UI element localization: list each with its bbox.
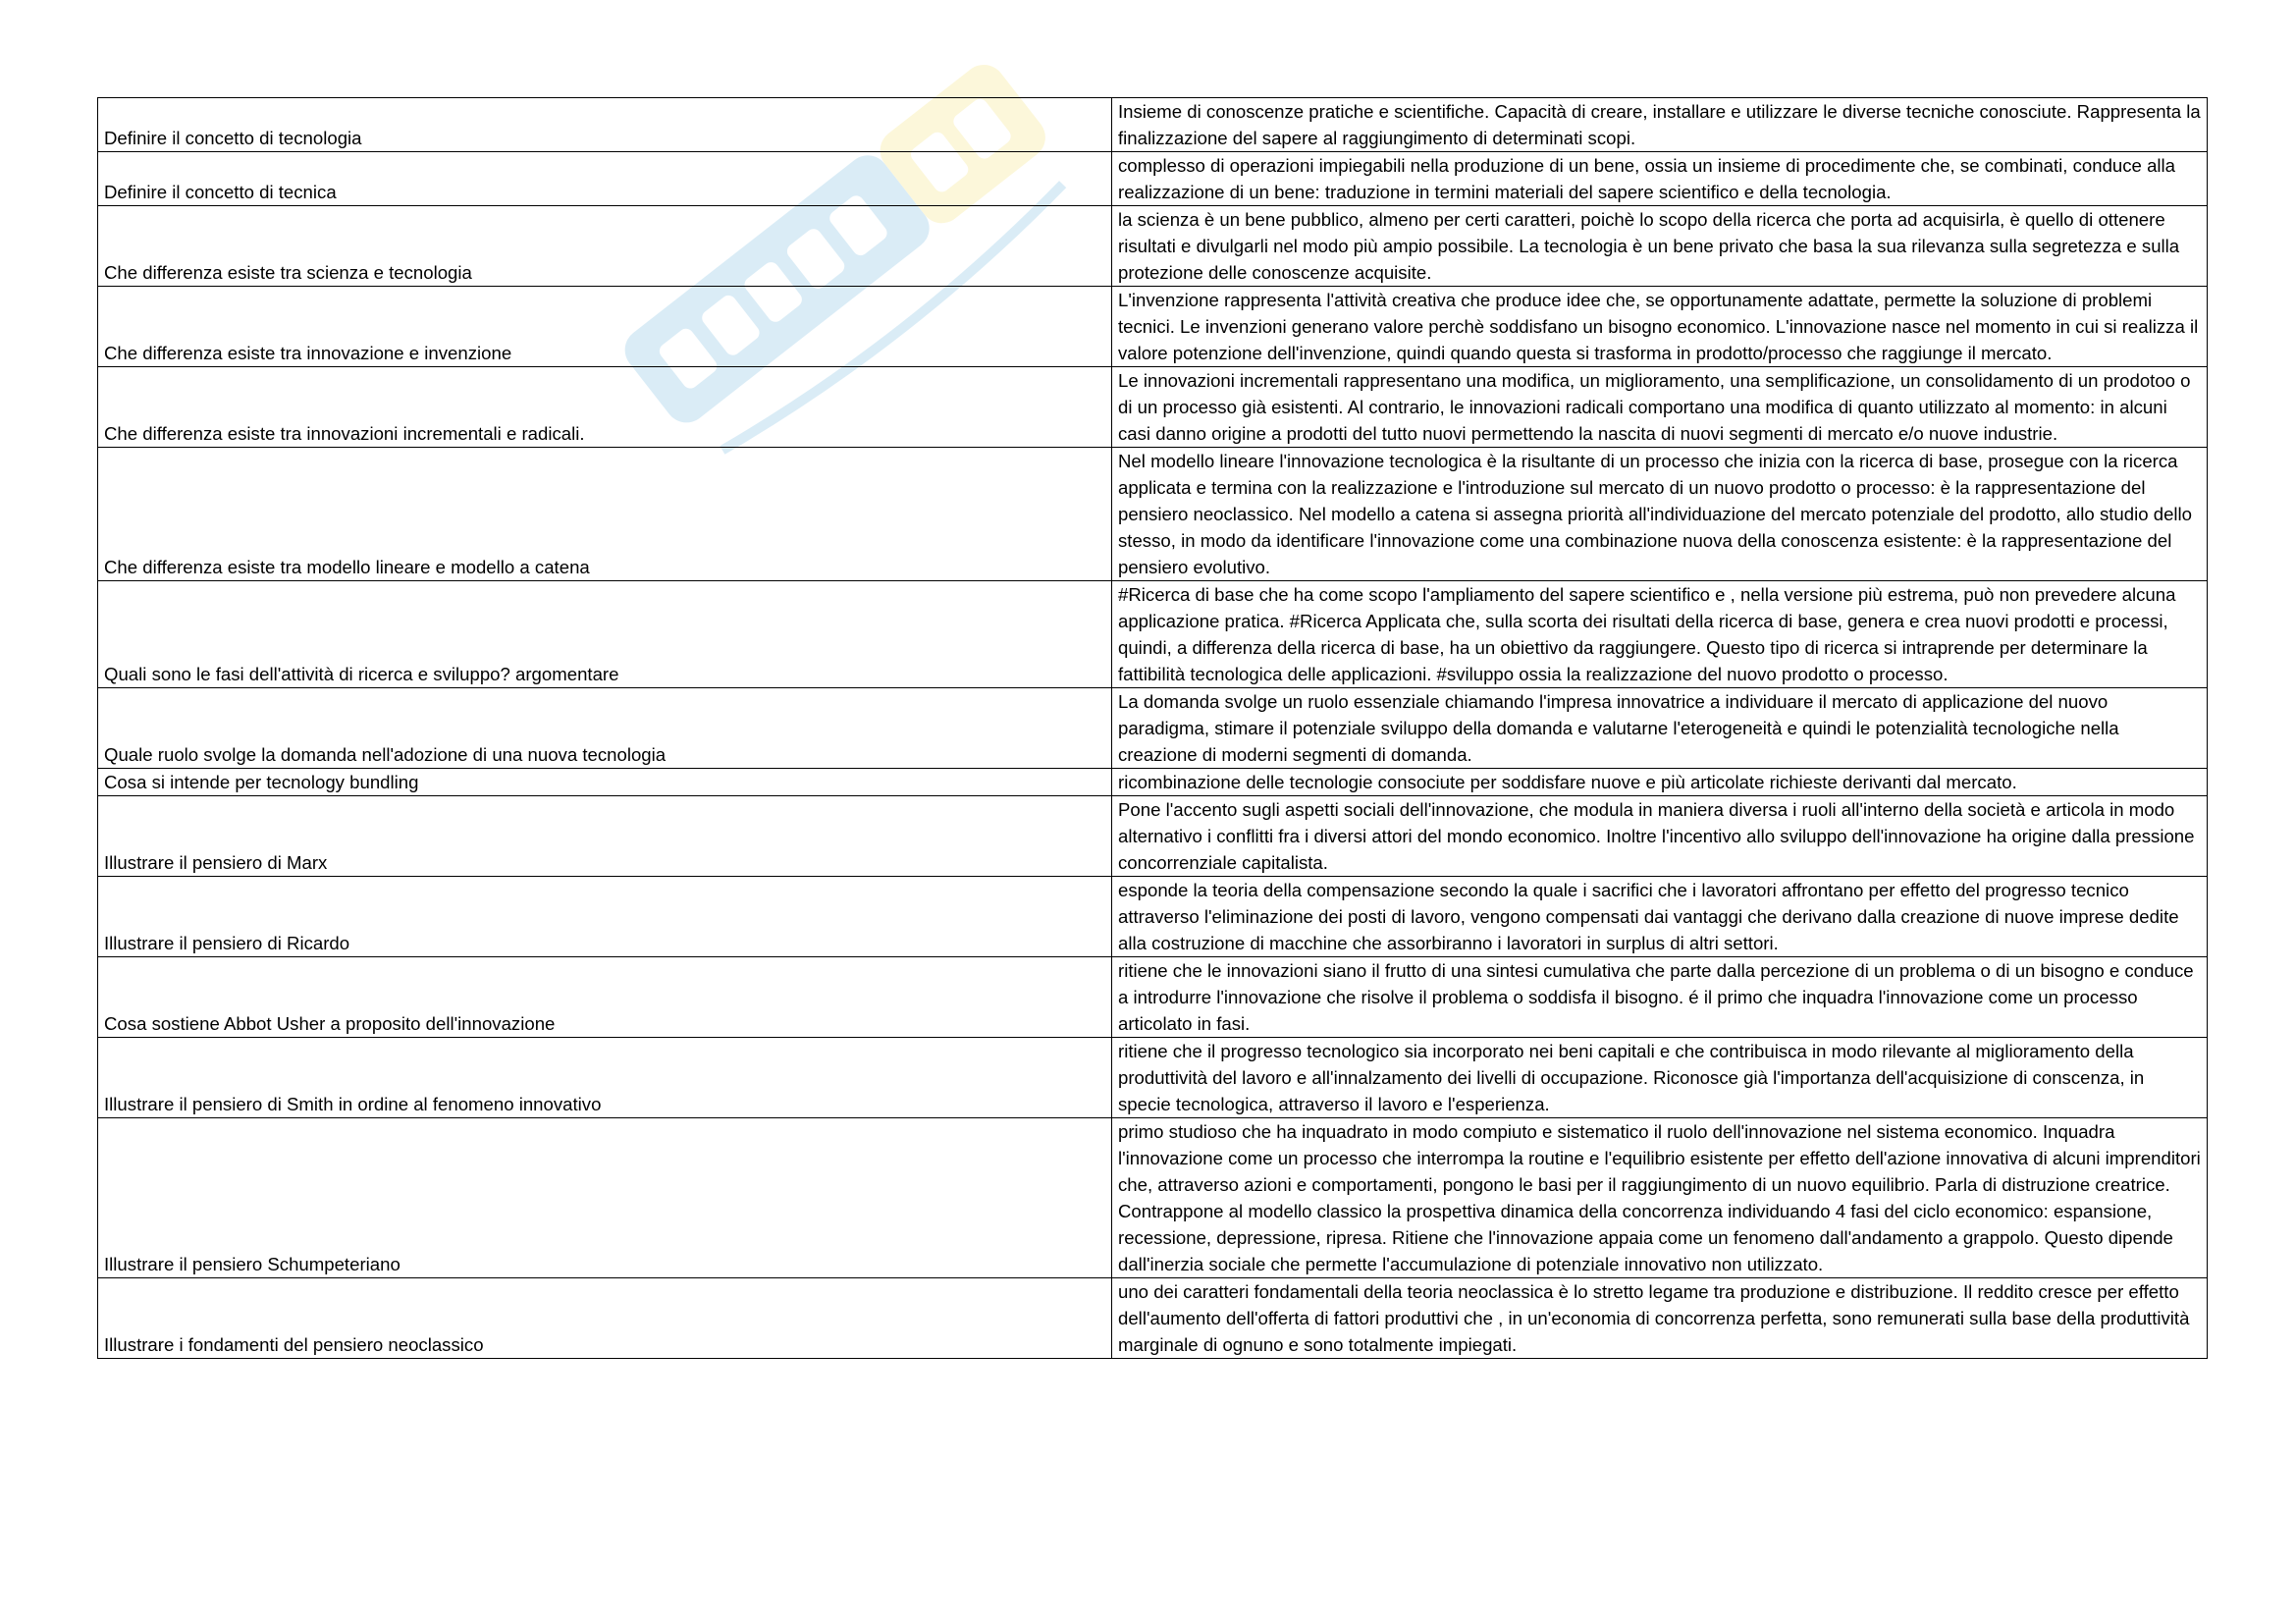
answer-cell: Nel modello lineare l'innovazione tecnologica è la risultante di un processo che inizia con la ricerca di base, prosegue con la ricerca applicata e termina con la realizzazione e l'introduzione sul mercato di un nuovo prodotto o processo: è la rappresentazione del pensiero neoclassico. Nel modello a catena si assegna priorità all'individuazione del mercato potenziale del prodotto, allo studio dello stesso, in modo da identificare l'innovazione come una combinazione nuova della conoscenza esistente: è la rappresentazione del pensiero evolutivo. (1112, 448, 2208, 581)
table-row (98, 877, 2208, 957)
question-cell: Quale ruolo svolge la domanda nell'adozione di una nuova tecnologia (98, 688, 1112, 769)
question-cell: Che differenza esiste tra scienza e tecnologia (98, 206, 1112, 287)
answer-cell: complesso di operazioni impiegabili nella produzione di un bene, ossia un insieme di procedimente che, se combinati, conduce alla realizzazione di un bene: traduzione in termini materiali del sapere scientifico e della tecnologia. (1112, 152, 2208, 206)
question-cell: Definire il concetto di tecnica (98, 152, 1112, 206)
table-row (98, 769, 2208, 796)
answer-cell: la scienza è un bene pubblico, almeno per certi caratteri, poichè lo scopo della ricerca che porta ad acquisirla, è quello di ottenere risultati e divulgarli nel modo più ampio possibile. La tecnologia è un bene privato che basa la sua rilevanza sulla segretezza e sulla protezione delle conoscenze acquisite. (1112, 206, 2208, 287)
question-cell: Che differenza esiste tra innovazione e invenzione (98, 287, 1112, 367)
answer-cell: uno dei caratteri fondamentali della teoria neoclassica è lo stretto legame tra produzione e distribuzione. Il reddito cresce per effetto dell'aumento dell'offerta di fattori produttivi che , in un'economia di concorrenza perfetta, sono remunerati sulla base della produttività marginale di ognuno e sono totalmente impiegati. (1112, 1278, 2208, 1359)
question-cell: Cosa si intende per tecnology bundling (98, 769, 1112, 796)
table-row (98, 98, 2208, 152)
table-row (98, 448, 2208, 581)
answer-cell: ricombinazione delle tecnologie consociute per soddisfare nuove e più articolate richieste derivanti dal mercato. (1112, 769, 2208, 796)
answer-cell: #Ricerca di base che ha come scopo l'ampliamento del sapere scientifico e , nella versione più estrema, può non prevedere alcuna applicazione pratica. #Ricerca Applicata che, sulla scorta dei risultati della ricerca di base, genera e crea nuovi prodotti e processi, quindi, a differenza della ricerca di base, ha un obiettivo da raggiungere. Questo tipo di ricerca si intraprende per determinare la fattibilità tecnologica delle applicazioni. #sviluppo ossia la realizzazione del nuovo prodotto o processo. (1112, 581, 2208, 688)
question-cell: Definire il concetto di tecnologia (98, 98, 1112, 152)
answer-cell: primo studioso che ha inquadrato in modo compiuto e sistematico il ruolo dell'innovazione nel sistema economico. Inquadra l'innovazione come un processo che interrompa la routine e l'equilibrio esistente per effetto dell'azione innovativa di alcuni imprenditori che, attraverso azioni e comportamenti, pongono le basi per il raggiungimento di un nuovo equilibrio. Parla di distruzione creatrice. Contrappone al modello classico la prospettiva dinamica della concorrenza individuando 4 fasi del ciclo economico: espansione, recessione, depressione, ripresa. Ritiene che l'innovazione appaia come un fenomeno dall'andamento a grappolo. Questo dipende dall'inerzia sociale che permette l'accumulazione di potenziale innovativo non utilizzato. (1112, 1118, 2208, 1278)
question-cell: Illustrare i fondamenti del pensiero neoclassico (98, 1278, 1112, 1359)
answer-cell: La domanda svolge un ruolo essenziale chiamando l'impresa innovatrice a individuare il mercato di applicazione del nuovo paradigma, stimare il potenziale sviluppo della domanda e valutarne l'eterogeneità e quindi le potenzialità tecnologiche nella creazione di moderni segmenti di domanda. (1112, 688, 2208, 769)
table-row (98, 1118, 2208, 1278)
table-row (98, 367, 2208, 448)
question-cell: Quali sono le fasi dell'attività di ricerca e sviluppo? argomentare (98, 581, 1112, 688)
question-cell: Illustrare il pensiero di Smith in ordine al fenomeno innovativo (98, 1038, 1112, 1118)
question-cell: Cosa sostiene Abbot Usher a proposito dell'innovazione (98, 957, 1112, 1038)
table-row (98, 287, 2208, 367)
table-row (98, 796, 2208, 877)
table-row (98, 1278, 2208, 1359)
question-cell: Illustrare il pensiero di Marx (98, 796, 1112, 877)
answer-cell: esponde la teoria della compensazione secondo la quale i sacrifici che i lavoratori affrontano per effetto del progresso tecnico attraverso l'eliminazione dei posti di lavoro, vengono compensati dai vantaggi che derivano dalla creazione di nuove imprese dedite alla costruzione di macchine che assorbiranno i lavoratori in surplus di altri settori. (1112, 877, 2208, 957)
table-row (98, 581, 2208, 688)
question-cell: Che differenza esiste tra innovazioni incrementali e radicali. (98, 367, 1112, 448)
question-cell: Che differenza esiste tra modello lineare e modello a catena (98, 448, 1112, 581)
answer-cell: ritiene che il progresso tecnologico sia incorporato nei beni capitali e che contribuisca in modo rilevante al miglioramento della produttività del lavoro e all'innalzamento dei livelli di occupazione. Riconosce già l'importanza dell'acquisizione di conscenza, in specie tecnologica, attraverso il lavoro e l'esperienza. (1112, 1038, 2208, 1118)
question-cell: Illustrare il pensiero Schumpeteriano (98, 1118, 1112, 1278)
table-row (98, 957, 2208, 1038)
table-row (98, 688, 2208, 769)
table-row (98, 206, 2208, 287)
answer-cell: ritiene che le innovazioni siano il frutto di una sintesi cumulativa che parte dalla percezione di un problema o di un bisogno e conduce a introdurre l'innovazione che risolve il problema o soddisfa il bisogno. é il primo che inquadra l'innovazione come un processo articolato in fasi. (1112, 957, 2208, 1038)
answer-cell: Insieme di conoscenze pratiche e scientifiche. Capacità di creare, installare e utilizzare le diverse tecniche conosciute. Rappresenta la finalizzazione del sapere al raggiungimento di determinati scopi. (1112, 98, 2208, 152)
answer-cell: Le innovazioni incrementali rappresentano una modifica, un miglioramento, una semplificazione, un consolidamento di un prodotoo o di un processo già esistenti. Al contrario, le innovazioni radicali comportano una modifica di quanto utilizzato al momento: in alcuni casi danno origine a prodotti del tutto nuovi permettendo la nascita di nuovi segmenti di mercato e/o nuove industrie. (1112, 367, 2208, 448)
table-row (98, 1038, 2208, 1118)
answer-cell: L'invenzione rappresenta l'attività creativa che produce idee che, se opportunamente adattate, permette la soluzione di problemi tecnici. Le invenzioni generano valore perchè soddisfano un bisogno economico. L'innovazione nasce nel momento in cui si realizza il valore potenzione dell'invenzione, quindi quando questa si trasforma in prodotto/processo che raggiunge il mercato. (1112, 287, 2208, 367)
answer-cell: Pone l'accento sugli aspetti sociali dell'innovazione, che modula in maniera diversa i ruoli all'interno della società e articola in modo alternativo i conflitti fra i diversi attori del mondo economico. Inoltre l'incentivo allo sviluppo dell'innovazione ha origine dalla pressione concorrenziale capitalista. (1112, 796, 2208, 877)
qa-table (97, 97, 2208, 1359)
question-cell: Illustrare il pensiero di Ricardo (98, 877, 1112, 957)
table-row (98, 152, 2208, 206)
